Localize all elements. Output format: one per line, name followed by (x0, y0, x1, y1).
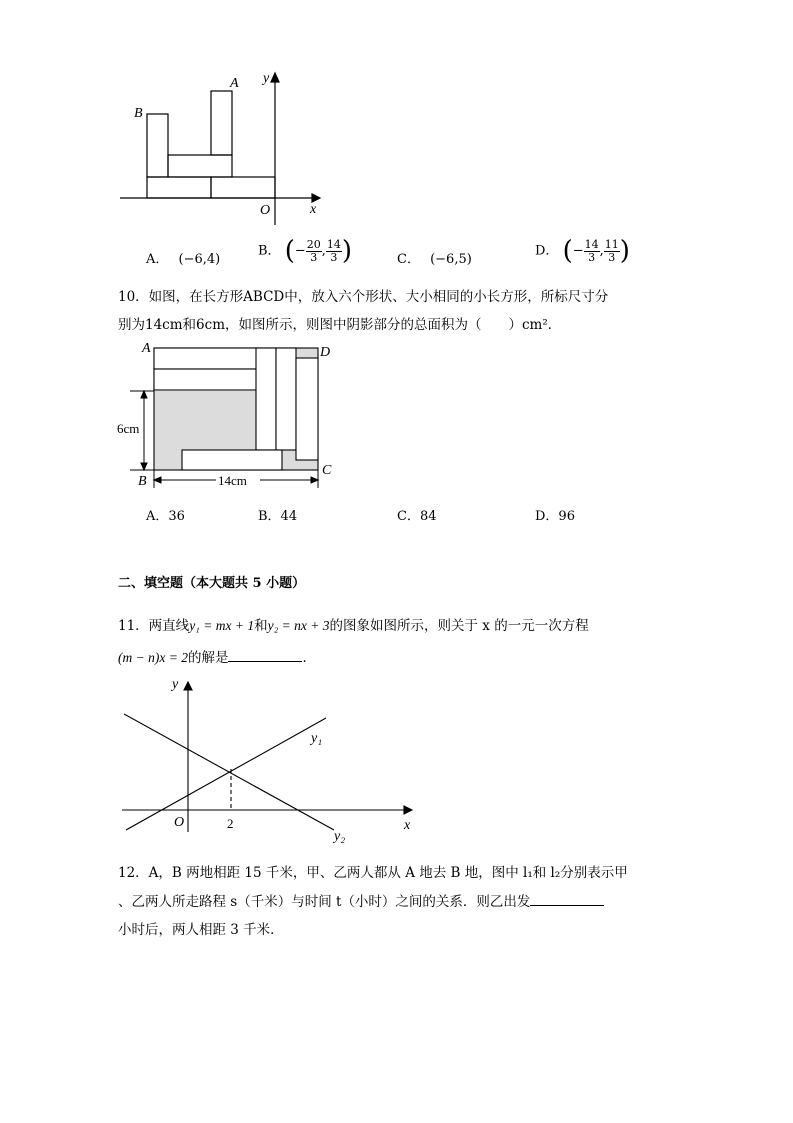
q11-label-y: y (172, 677, 179, 692)
q11-figure (112, 672, 422, 844)
q9-option-a-letter: A． (146, 252, 169, 267)
q11-prefix: 11．两直线 (118, 618, 190, 634)
q10-label-d: D (320, 345, 331, 360)
q9-option-a[interactable] (146, 248, 220, 267)
q9-figure (110, 65, 340, 230)
q9-option-d[interactable]: D． (− $\frac{14}{3}$ , $\frac{11}{3}$ ) (535, 236, 630, 266)
q11-equation: (m − n)x = 2 (118, 650, 188, 665)
q9-d-den2: 3 (608, 250, 616, 264)
q10-label-a: A (142, 341, 151, 356)
q12-text-line1: 12．A，B 两地相距 15 千米，甲、乙两人都从 A 地去 B 地，图中 l₁和 l₂分别表示甲 (118, 865, 628, 881)
q12-line2-text: 、乙两人所走路程 s（千米）与时间 t（小时）之间的关系．则乙出发 (118, 894, 531, 910)
q10-small-rect-3 (256, 348, 276, 450)
q11-solution-label: 的解是 (187, 650, 229, 666)
q9-x-arrow (312, 194, 320, 202)
q9-d-num2: 11 (604, 237, 619, 251)
q11-line-y1 (126, 718, 326, 830)
q10-text-line2: 别为14cm和6cm，如图所示，则图中阴影部分的总面积为（ ）cm²． (118, 317, 562, 333)
q9-d-num1: 14 (584, 237, 599, 251)
q9-b-den2: 3 (330, 250, 338, 264)
q11-end: ． (302, 650, 316, 666)
q9-y-arrow (271, 73, 279, 82)
q10-option-b[interactable]: B．44 (258, 509, 298, 524)
q11-text-line1 (118, 614, 589, 634)
q10-dim-height-label: 6cm (117, 421, 140, 436)
q11-label-y2: y₂ (334, 829, 346, 844)
q9-label-x: x (310, 202, 317, 217)
q9-option-b[interactable]: B． (− $\frac{20}{3}$ , $\frac{14}{3}$ ) (258, 236, 353, 266)
q12-answer-blank[interactable] (530, 893, 604, 906)
q9-rect-middle (168, 155, 232, 177)
q10-label-c: C (322, 463, 332, 478)
q11-suffix: 的图象如图所示，则关于 x 的一元一次方程 (329, 618, 589, 634)
q9-option-c-letter: C． (397, 252, 420, 267)
q10-small-rect-6 (182, 450, 282, 470)
q10-text-line1: 10．如图，在长方形ABCD中，放入六个形状、大小相同的小长方形，所标尺寸分 (118, 289, 609, 305)
q11-label-o: O (174, 815, 185, 830)
q9-rect-bottom-right (211, 177, 275, 198)
q9-b-num1: 20 (306, 237, 321, 251)
q10-small-rect-5 (296, 358, 318, 460)
q9-label-b: B (134, 106, 143, 121)
q11-eq1: y₁ = mx + 1 (189, 618, 255, 633)
q10-small-rect-4 (276, 348, 296, 450)
q9-option-a-text: (−6,4) (178, 252, 221, 267)
q10-small-rect-2 (154, 369, 258, 390)
q12-text-line3: 小时后，两人相距 3 千米． (118, 922, 284, 938)
q9-option-b-letter: B． (258, 243, 281, 259)
q9-option-c-text: (−6,5) (430, 252, 472, 267)
q11-label-x: x (404, 818, 411, 833)
q9-rect-bottom-left (147, 177, 211, 198)
q11-x-arrow (404, 806, 412, 814)
q11-text-line2 (118, 646, 316, 666)
q11-answer-blank[interactable] (228, 649, 302, 662)
q10-dim-width-label: 14cm (218, 473, 247, 488)
q9-d-den1: 3 (588, 250, 596, 264)
q11-y-arrow (184, 682, 192, 690)
q11-label-y1: y₁ (311, 731, 323, 746)
q11-label-2: 2 (227, 816, 234, 831)
q9-label-a: A (230, 76, 239, 91)
q10-option-a[interactable]: A．36 (146, 509, 185, 524)
q9-rect-a (211, 91, 232, 155)
q9-label-o: O (260, 203, 271, 218)
section-heading: 二、填空题（本大题共 5 小题） (118, 576, 306, 591)
q12-text-line2 (118, 890, 604, 910)
q10-option-c[interactable]: C．84 (397, 509, 437, 524)
q11-and: 和 (254, 618, 268, 634)
q10-label-b: B (138, 474, 147, 489)
q10-small-rect-1 (154, 348, 258, 369)
q10-shade-top-right (296, 348, 318, 358)
q10-option-d[interactable]: D．96 (535, 509, 575, 524)
q9-label-y: y (263, 71, 270, 86)
q11-eq2: y₂ = nx + 3 (267, 618, 330, 633)
q9-b-num2: 14 (326, 237, 341, 251)
q9-b-den1: 3 (310, 250, 318, 264)
q10-figure (112, 338, 352, 498)
q9-option-c[interactable] (397, 248, 472, 267)
q9-option-d-letter: D． (535, 243, 559, 259)
q9-rect-b (147, 114, 168, 177)
